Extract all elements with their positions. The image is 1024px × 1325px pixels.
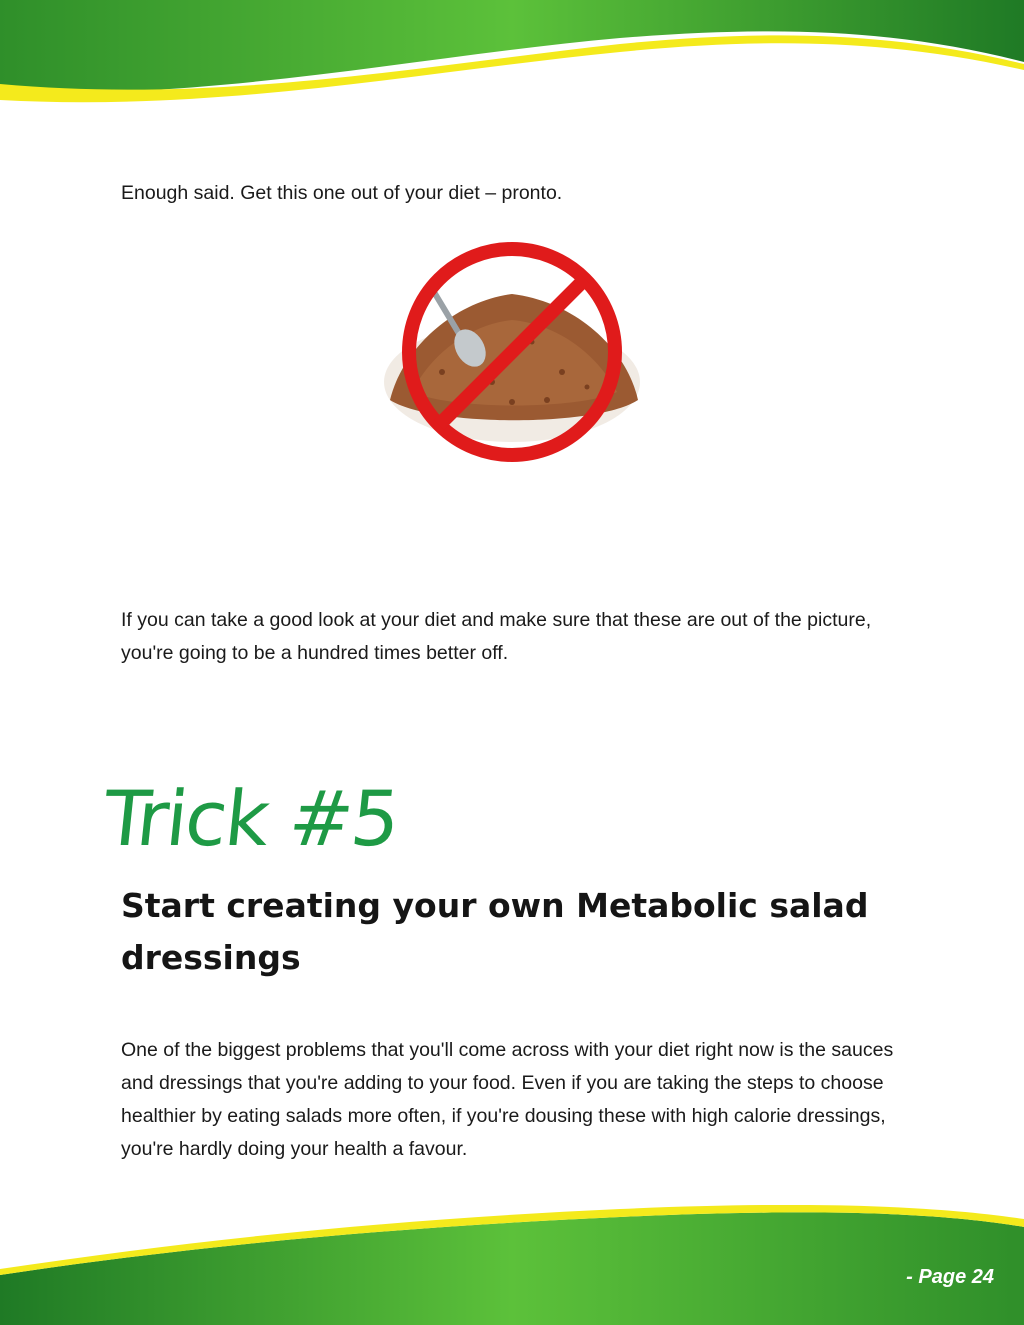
trick-subheading: Start creating your own Metabolic salad dressings bbox=[121, 886, 869, 977]
header-wave bbox=[0, 0, 1024, 120]
page-number: - Page 24 bbox=[906, 1266, 994, 1288]
body-paragraph: One of the biggest problems that you'll come across with your diet right now is the sauces and dressings that you're adding to your food. Even if you are taking the steps to choose healthier by eating salads more often, if you're dousing these with high calorie dressings, you're hardly doing your health a favour. bbox=[121, 1039, 894, 1160]
trick-heading: Trick #5 bbox=[99, 774, 403, 863]
intro-paragraph: Enough said. Get this one out of your diet – pronto. bbox=[121, 182, 563, 204]
no-sugar-illustration bbox=[372, 232, 652, 472]
footer-wave bbox=[0, 1205, 1024, 1325]
summary-paragraph: If you can take a good look at your diet and make sure that these are out of the picture, you're going to be a hundred times better off. bbox=[121, 609, 872, 664]
